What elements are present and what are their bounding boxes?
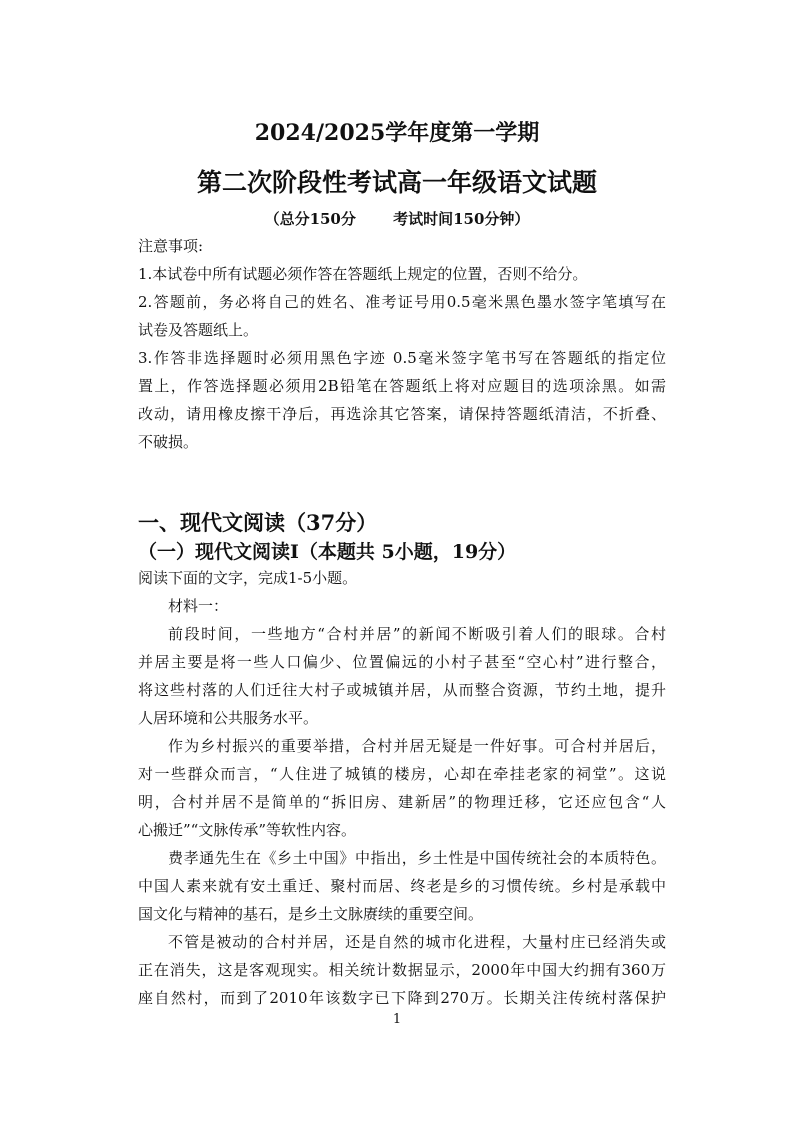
score-time-info bbox=[0, 208, 794, 229]
page-number: 1 bbox=[392, 1012, 402, 1027]
body-line: 中国人素来就有安土重迁、聚村而居、终老是乡的习惯传统。乡村是承载中 bbox=[138, 877, 666, 895]
total-score: （总分150分 bbox=[264, 210, 356, 228]
body-line: 心搬迁”“文脉传承”等软性内容。 bbox=[138, 821, 357, 839]
notes-line: 置上，作答选择题必须用2B铅笔在答题纸上将对应题目的选项涂黑。如需 bbox=[138, 377, 666, 395]
body-line: 并居主要是将一些人口偏少、位置偏远的小村子甚至“空心村”进行整合， bbox=[138, 653, 666, 671]
subsection-heading: （一）现代文阅读Ⅰ（本题共 5小题，19分） bbox=[138, 541, 517, 563]
body-line: 国文化与精神的基石，是乡土文脉赓续的重要空间。 bbox=[138, 905, 484, 923]
reading-instruction: 阅读下面的文字，完成1-5小题。 bbox=[138, 569, 358, 587]
notes-line: 1.本试卷中所有试题必须作答在答题纸上规定的位置，否则不给分。 bbox=[138, 265, 588, 283]
body-line: 明，合村并居不是简单的“拆旧房、建新居”的物理迁移，它还应包含“人 bbox=[138, 793, 666, 811]
exam-title-year: 2024/2025学年度第一学期 bbox=[254, 120, 540, 146]
notes-line: 2.答题前，务必将自己的姓名、准考证号用0.5毫米黑色墨水签字笔填写在 bbox=[138, 293, 666, 311]
notes-line: 3.作答非选择题时必须用黑色字迹 0.5毫米签字笔书写在答题纸的指定位 bbox=[138, 349, 666, 367]
notes-line: 改动，请用橡皮擦干净后，再选涂其它答案，请保持答题纸清洁，不折叠、 bbox=[138, 405, 666, 423]
notes-heading: 注意事项: bbox=[138, 237, 204, 255]
exam-title-subject: 第二次阶段性考试高一年级语文试题 bbox=[196, 168, 597, 197]
material-label: 材料一： bbox=[168, 597, 229, 615]
body-line: 前段时间，一些地方“合村并居”的新闻不断吸引着人们的眼球。合村 bbox=[168, 625, 666, 643]
body-line: 对一些群众而言，“人住进了城镇的楼房，心却在牵挂老家的祠堂”。这说 bbox=[138, 765, 666, 783]
body-line: 正在消失，这是客观现实。相关统计数据显示，2000年中国大约拥有360万 bbox=[138, 961, 666, 979]
section-heading: 一、现代文阅读（37分） bbox=[138, 510, 378, 535]
body-line: 不管是被动的合村并居，还是自然的城市化进程，大量村庄已经消失或 bbox=[168, 933, 666, 951]
body-line: 作为乡村振兴的重要举措，合村并居无疑是一件好事。可合村并居后， bbox=[168, 737, 666, 755]
body-line: 费孝通先生在《乡土中国》中指出，乡土性是中国传统社会的本质特色。 bbox=[168, 849, 666, 867]
body-line: 座自然村，而到了2010年该数字已下降到270万。长期关注传统村落保护 bbox=[138, 989, 666, 1007]
notes-line: 不破损。 bbox=[138, 433, 199, 451]
exam-time: 考试时间150分钟） bbox=[393, 210, 530, 228]
notes-line: 试卷及答题纸上。 bbox=[138, 321, 259, 339]
body-line: 将这些村落的人们迁往大村子或城镇并居，从而整合资源，节约土地，提升 bbox=[138, 681, 666, 699]
body-line: 人居环境和公共服务水平。 bbox=[138, 709, 319, 727]
